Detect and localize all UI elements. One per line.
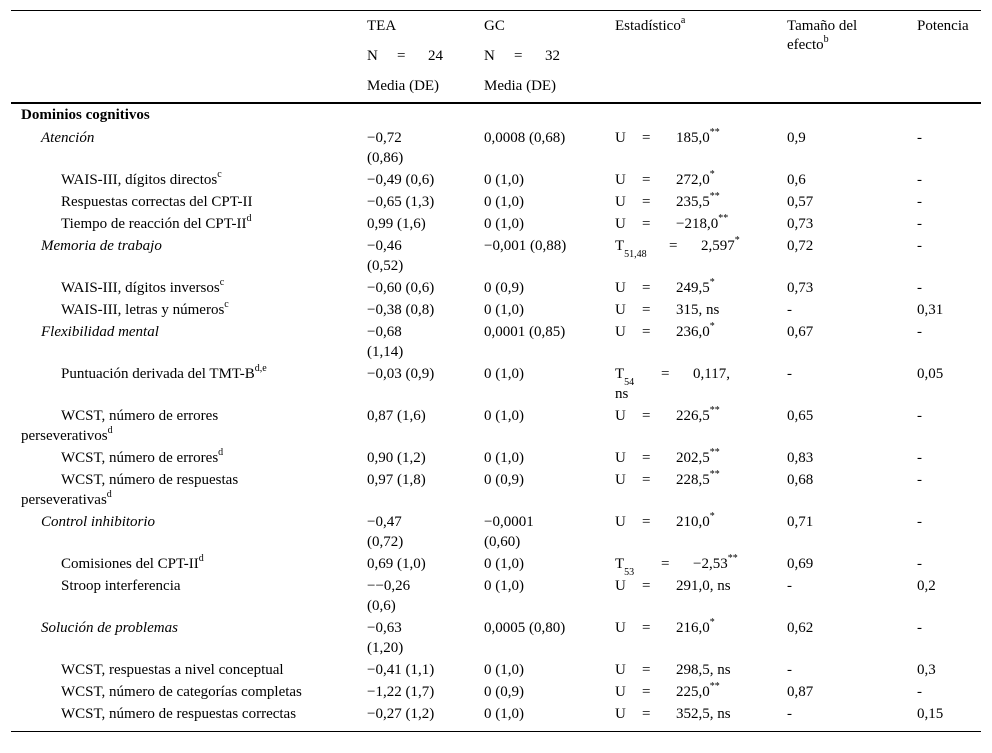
row-stat-letter: U bbox=[615, 472, 626, 488]
row-power: - bbox=[917, 280, 922, 296]
row-effect-size: 0,71 bbox=[787, 514, 814, 530]
row-category-label: Flexibilidad mental bbox=[41, 324, 159, 340]
row-effect-size: 0,68 bbox=[787, 472, 814, 488]
row-effect-size: 0,69 bbox=[787, 556, 814, 572]
row-stat-eq: = bbox=[642, 472, 651, 488]
row-effect-size: - bbox=[787, 662, 792, 678]
row-stat-value: 228,5** bbox=[676, 469, 720, 488]
row-stat-value: 249,5* bbox=[676, 277, 715, 296]
row-stat-value: 202,5** bbox=[676, 447, 720, 466]
row-stat-letter: U bbox=[615, 172, 626, 188]
bottom-rule bbox=[11, 731, 981, 732]
row-power: - bbox=[917, 324, 922, 340]
row-tea-sd: (0,72) bbox=[367, 534, 404, 550]
row-stat-value: 298,5, ns bbox=[676, 662, 731, 678]
row-power: 0,05 bbox=[917, 366, 944, 382]
row-measure-label: Respuestas correctas del CPT-II bbox=[61, 194, 253, 210]
row-effect-size: 0,6 bbox=[787, 172, 806, 188]
row-power: - bbox=[917, 450, 922, 466]
row-stat-eq: = bbox=[642, 216, 651, 232]
row-gc-value: 0 (0,9) bbox=[484, 280, 524, 296]
row-power: - bbox=[917, 216, 922, 232]
row-stat-letter: U bbox=[615, 324, 626, 340]
row-tea-value: −0,46 bbox=[367, 238, 402, 254]
row-stat-letter: U bbox=[615, 130, 626, 146]
row-power: - bbox=[917, 556, 922, 572]
row-stat-value: 216,0* bbox=[676, 617, 715, 636]
row-stat-eq: = bbox=[642, 172, 651, 188]
row-gc-value: 0 (0,9) bbox=[484, 684, 524, 700]
row-measure-label: WAIS-III, dígitos directos$^c$ bbox=[61, 169, 222, 188]
row-effect-size: 0,67 bbox=[787, 324, 814, 340]
row-stat-letter: U bbox=[615, 578, 626, 594]
row-measure-label-cont: perseverativos$^d$ bbox=[21, 425, 113, 444]
row-effect-size: - bbox=[787, 366, 792, 382]
row-gc-value: 0 (1,0) bbox=[484, 556, 524, 572]
row-measure-label: WCST, número de errores$^d$ bbox=[61, 447, 224, 466]
row-stat-eq: = bbox=[642, 324, 651, 340]
row-stat-eq: = bbox=[642, 620, 651, 636]
row-effect-size: - bbox=[787, 578, 792, 594]
row-effect-size: 0,65 bbox=[787, 408, 814, 424]
row-tea-value: −0,27 (1,2) bbox=[367, 706, 435, 722]
row-stat-letter: $T_{53}$ bbox=[615, 556, 635, 578]
row-stat-value: 352,5, ns bbox=[676, 706, 731, 722]
row-power: - bbox=[917, 408, 922, 424]
row-stat-eq: = bbox=[642, 194, 651, 210]
row-stat-letter: U bbox=[615, 684, 626, 700]
row-stat-letter: U bbox=[615, 280, 626, 296]
row-tea-value: −0,60 (0,6) bbox=[367, 280, 435, 296]
header-tea-mean: Media (DE) bbox=[367, 78, 440, 94]
row-gc-sd: (0,60) bbox=[484, 534, 521, 550]
top-rule bbox=[11, 10, 981, 11]
row-power: 0,31 bbox=[917, 302, 944, 318]
row-tea-value: −0,63 bbox=[367, 620, 402, 636]
row-stat-eq: = bbox=[642, 130, 651, 146]
row-power: 0,3 bbox=[917, 662, 936, 678]
row-stat-value: −218,0** bbox=[676, 213, 729, 232]
row-tea-value: 0,90 (1,2) bbox=[367, 450, 426, 466]
row-power: - bbox=[917, 172, 922, 188]
row-measure-label: WCST, número de categorías completas bbox=[61, 684, 302, 700]
row-measure-label: WAIS-III, letras y números$^c$ bbox=[61, 299, 229, 318]
row-stat-eq: = bbox=[669, 238, 678, 254]
row-stat-eq: = bbox=[661, 556, 670, 572]
row-gc-value: 0 (1,0) bbox=[484, 450, 524, 466]
header-efecto: efecto$^b$ bbox=[787, 34, 829, 53]
results-table bbox=[11, 10, 981, 732]
row-measure-label: Tiempo de reacción del CPT-$II^d$ bbox=[61, 213, 252, 232]
header-gc-n-eq: = bbox=[514, 48, 523, 64]
row-stat-eq: = bbox=[642, 514, 651, 530]
row-stat-eq: = bbox=[642, 706, 651, 722]
header-rule bbox=[11, 102, 981, 104]
row-effect-size: 0,57 bbox=[787, 194, 814, 210]
row-stat-letter: U bbox=[615, 620, 626, 636]
row-stat-letter: U bbox=[615, 302, 626, 318]
row-measure-label: WCST, respuestas a nivel conceptual bbox=[61, 662, 284, 678]
row-stat-letter: U bbox=[615, 216, 626, 232]
row-power: - bbox=[917, 620, 922, 636]
header-tea: TEA bbox=[367, 18, 397, 34]
row-effect-size: 0,83 bbox=[787, 450, 814, 466]
row-gc-value: 0 (1,0) bbox=[484, 408, 524, 424]
row-tea-value: −0,49 (0,6) bbox=[367, 172, 435, 188]
row-category-label: Memoria de trabajo bbox=[41, 238, 162, 254]
row-effect-size: 0,9 bbox=[787, 130, 806, 146]
section-title: Dominios cognitivos bbox=[21, 107, 150, 123]
row-power: - bbox=[917, 194, 922, 210]
row-effect-size: - bbox=[787, 302, 792, 318]
row-gc-value: 0,0008 (0,68) bbox=[484, 130, 566, 146]
row-tea-value: −0,47 bbox=[367, 514, 402, 530]
row-tea-value: −0,65 (1,3) bbox=[367, 194, 435, 210]
row-tea-sd: (0,86) bbox=[367, 150, 404, 166]
row-stat-value: 0,117, bbox=[693, 366, 730, 382]
row-tea-value: −1,22 (1,7) bbox=[367, 684, 435, 700]
header-estadistico: Estadístico$^a$ bbox=[615, 15, 686, 34]
header-tea-n-label: N bbox=[367, 48, 378, 64]
row-tea-sd: (1,20) bbox=[367, 640, 404, 656]
header-tea-n-eq: = bbox=[397, 48, 406, 64]
row-stat-eq: = bbox=[661, 366, 670, 382]
row-measure-label: Puntuación derivada del TMT-$B^{d,e}$ bbox=[61, 363, 267, 382]
row-stat-letter: U bbox=[615, 662, 626, 678]
row-tea-value: 0,69 (1,0) bbox=[367, 556, 426, 572]
row-effect-size: 0,62 bbox=[787, 620, 814, 636]
row-stat-eq: = bbox=[642, 302, 651, 318]
row-category-label: Control inhibitorio bbox=[41, 514, 156, 530]
row-stat-value: 315, ns bbox=[676, 302, 720, 318]
row-gc-value: 0 (1,0) bbox=[484, 706, 524, 722]
row-measure-label: WCST, número de respuestas correctas bbox=[61, 706, 297, 722]
row-stat-value: 226,5** bbox=[676, 405, 720, 424]
row-tea-value: 0,99 (1,6) bbox=[367, 216, 426, 232]
row-tea-value: −0,68 bbox=[367, 324, 402, 340]
row-gc-value: 0 (1,0) bbox=[484, 302, 524, 318]
row-power: - bbox=[917, 514, 922, 530]
row-stat-letter: U bbox=[615, 194, 626, 210]
row-gc-value: −0,0001 bbox=[484, 514, 534, 530]
row-measure-label: Comisiones del CPT-$II^d$ bbox=[61, 553, 204, 572]
row-gc-value: 0 (0,9) bbox=[484, 472, 524, 488]
row-stat-letter: U bbox=[615, 450, 626, 466]
row-effect-size: 0,72 bbox=[787, 238, 814, 254]
header-gc-mean: Media (DE) bbox=[484, 78, 557, 94]
row-measure-label-cont: perseverativas$^d$ bbox=[21, 489, 112, 508]
row-tea-value: −0,38 (0,8) bbox=[367, 302, 435, 318]
row-stat-eq: = bbox=[642, 280, 651, 296]
row-stat-eq: = bbox=[642, 450, 651, 466]
row-stat-letter: U bbox=[615, 408, 626, 424]
row-measure-label: WAIS-III, dígitos inversos$^c$ bbox=[61, 277, 225, 296]
row-tea-sd: (0,6) bbox=[367, 598, 396, 614]
row-tea-value: 0,87 (1,6) bbox=[367, 408, 426, 424]
header-gc-n: 32 bbox=[545, 48, 560, 64]
row-stat-letter: U bbox=[615, 514, 626, 530]
row-power: 0,15 bbox=[917, 706, 944, 722]
row-category-label: Solución de problemas bbox=[41, 620, 178, 636]
row-effect-size: 0,73 bbox=[787, 216, 814, 232]
row-stat-value: 210,0* bbox=[676, 511, 715, 530]
row-tea-value: −−0,26 bbox=[367, 578, 411, 594]
row-stat-letter: $T_{51,48}$ bbox=[615, 238, 647, 260]
row-tea-sd: (0,52) bbox=[367, 258, 404, 274]
row-power: - bbox=[917, 472, 922, 488]
row-stat-value: 291,0, ns bbox=[676, 578, 731, 594]
row-stat-value: 185,0** bbox=[676, 127, 720, 146]
header-potencia: Potencia bbox=[917, 18, 969, 34]
row-gc-value: 0,0001 (0,85) bbox=[484, 324, 566, 340]
header-tea-n: 24 bbox=[428, 48, 443, 64]
row-power: - bbox=[917, 130, 922, 146]
row-measure-label: Stroop interferencia bbox=[61, 578, 181, 594]
row-gc-value: 0 (1,0) bbox=[484, 662, 524, 678]
row-tea-value: 0,97 (1,8) bbox=[367, 472, 426, 488]
row-effect-size: 0,87 bbox=[787, 684, 814, 700]
header-gc-n-label: N bbox=[484, 48, 495, 64]
row-stat-eq: = bbox=[642, 662, 651, 678]
row-power: 0,2 bbox=[917, 578, 936, 594]
row-stat-value: 2,597* bbox=[701, 235, 740, 254]
row-tea-value: −0,72 bbox=[367, 130, 402, 146]
row-effect-size: 0,73 bbox=[787, 280, 814, 296]
row-gc-value: 0 (1,0) bbox=[484, 578, 524, 594]
row-tea-value: −0,03 (0,9) bbox=[367, 366, 435, 382]
row-gc-value: −0,001 (0,88) bbox=[484, 238, 567, 254]
row-tea-sd: (1,14) bbox=[367, 344, 404, 360]
header-tamano: Tamaño del bbox=[787, 18, 858, 34]
header-gc: GC bbox=[484, 18, 505, 34]
row-gc-value: 0 (1,0) bbox=[484, 194, 524, 210]
row-stat-value: 235,5** bbox=[676, 191, 720, 210]
row-stat-value: 225,0** bbox=[676, 681, 720, 700]
row-power: - bbox=[917, 238, 922, 254]
row-stat-letter: U bbox=[615, 706, 626, 722]
row-measure-label: WCST, número de errores bbox=[61, 408, 219, 424]
row-stat-letter: $T_{54}$ bbox=[615, 366, 635, 388]
row-stat-eq: = bbox=[642, 684, 651, 700]
row-gc-value: 0 (1,0) bbox=[484, 172, 524, 188]
row-stat-value: 272,0* bbox=[676, 169, 715, 188]
row-stat-value: −2,53** bbox=[693, 553, 738, 572]
row-gc-value: 0 (1,0) bbox=[484, 216, 524, 232]
row-stat-eq: = bbox=[642, 578, 651, 594]
row-stat-eq: = bbox=[642, 408, 651, 424]
row-effect-size: - bbox=[787, 706, 792, 722]
row-power: - bbox=[917, 684, 922, 700]
row-measure-label: WCST, número de respuestas bbox=[61, 472, 239, 488]
row-stat-value-cont: ns bbox=[615, 386, 629, 402]
row-tea-value: −0,41 (1,1) bbox=[367, 662, 435, 678]
row-gc-value: 0,0005 (0,80) bbox=[484, 620, 566, 636]
row-category-label: Atención bbox=[41, 130, 95, 146]
row-stat-value: 236,0* bbox=[676, 321, 715, 340]
row-gc-value: 0 (1,0) bbox=[484, 366, 524, 382]
